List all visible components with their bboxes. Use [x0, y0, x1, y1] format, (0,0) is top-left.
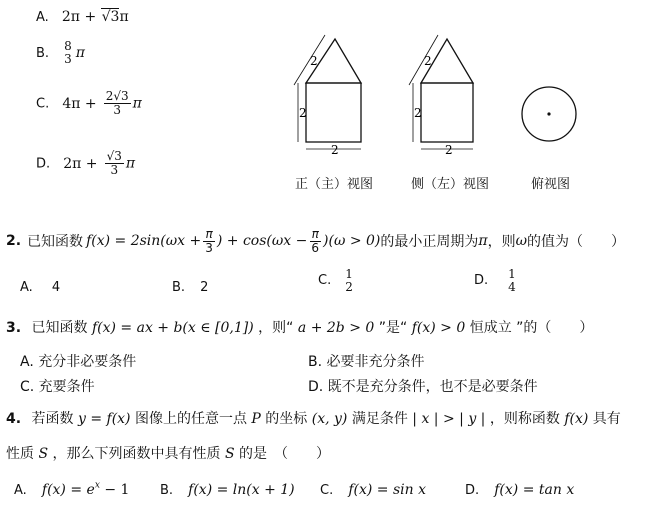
- question-text: 的值为（ ）: [527, 234, 625, 251]
- question-text: 若函数: [31, 411, 74, 427]
- denominator: 2: [345, 279, 353, 294]
- math-symbol: P: [251, 411, 261, 427]
- front-width-label: 2: [331, 143, 339, 157]
- math-expr: f(x): [564, 411, 589, 427]
- fraction: [105, 150, 124, 176]
- question-number: 4.: [6, 411, 22, 427]
- denominator: 3: [64, 51, 72, 66]
- q3-option-d: D. 既不是充分条件，也不是必要条件: [308, 379, 538, 395]
- side-height-label: 2: [414, 106, 422, 120]
- numerator: π: [205, 227, 213, 241]
- option-label: B.: [36, 46, 50, 62]
- q2-option-d: [474, 268, 520, 293]
- question-text: 具有: [592, 411, 621, 427]
- option-label: D.: [36, 156, 51, 172]
- side-view-caption: 侧（左）视图: [411, 177, 490, 192]
- question-text: 已知函数: [27, 234, 84, 251]
- question-text: 图像上的任意一点: [134, 411, 247, 427]
- q4-option-c: [320, 479, 426, 498]
- front-view: [294, 35, 361, 149]
- math-expr: f(x) = sin x: [348, 482, 426, 498]
- expr-part: 2π +: [63, 155, 98, 172]
- option-value: 4: [51, 280, 61, 295]
- q3-option-b: B. 必要非充分条件: [308, 354, 425, 370]
- math-symbol: S: [224, 446, 235, 462]
- top-view-center: [547, 112, 550, 115]
- side-body: [421, 83, 473, 142]
- question-text: ，则称函数: [489, 411, 560, 427]
- math-expr: f(x) = tan x: [494, 482, 575, 498]
- question-4-line-2: [6, 443, 330, 463]
- option-label: D.: [474, 273, 489, 289]
- option-a-expr: [62, 9, 129, 25]
- three-view-figure: [280, 25, 600, 195]
- front-height-label: 2: [299, 106, 307, 120]
- question-text: ，则“: [258, 320, 294, 336]
- fraction: [203, 228, 215, 254]
- question-text: ，则: [487, 234, 516, 251]
- fraction: [309, 228, 321, 254]
- numerator: π: [311, 227, 319, 241]
- option-label: C.: [320, 483, 334, 498]
- math-expr: f(x) = ax + b(x ∈ [0,1]): [91, 320, 254, 336]
- math-expr: )(ω > 0): [323, 233, 381, 250]
- numerator: 1: [508, 267, 516, 281]
- q2-option-a: [20, 276, 60, 295]
- math-symbol: π: [478, 233, 488, 250]
- top-view-caption: 俯视图: [531, 177, 571, 192]
- front-body: [306, 83, 361, 142]
- question-text: ”是“: [378, 320, 408, 336]
- fraction: [343, 268, 355, 293]
- q1-option-b: [36, 40, 85, 65]
- q1-option-c: [36, 90, 142, 116]
- expr-part: π: [132, 95, 142, 112]
- denominator: 3: [205, 240, 213, 255]
- q4-option-d: [465, 479, 574, 498]
- question-text: 恒成立 ”的（ ）: [469, 320, 594, 336]
- numerator: √3: [106, 149, 122, 163]
- fraction: [506, 268, 518, 293]
- option-value: 2: [200, 280, 209, 295]
- front-view-caption: 正（主）视图: [295, 177, 374, 192]
- question-number: 3.: [6, 320, 22, 336]
- option-label: B.: [172, 280, 186, 295]
- expr-part: π: [75, 45, 85, 62]
- question-text: 的坐标: [265, 411, 308, 427]
- denominator: 3: [113, 102, 121, 117]
- math-expr: f(x) = e: [41, 482, 95, 498]
- front-edge-label: 2: [310, 54, 318, 68]
- math-expr: (x, y): [311, 411, 348, 427]
- question-text: 的最小正周期为: [380, 234, 479, 251]
- denominator: 3: [110, 162, 119, 177]
- option-label: C.: [36, 96, 50, 112]
- math-symbol: ω: [515, 233, 527, 250]
- math-expr: f(x) = ln(x + 1): [188, 482, 295, 498]
- q4-option-a: [14, 479, 129, 498]
- math-expr: y = f(x): [77, 411, 131, 427]
- option-label: B.: [160, 483, 174, 498]
- side-width-label: 2: [445, 143, 453, 157]
- q4-option-b: [160, 479, 295, 498]
- side-edge-label: 2: [424, 54, 432, 68]
- question-4-line-1: [6, 408, 621, 428]
- fraction: [62, 40, 74, 65]
- denominator: 6: [311, 240, 320, 255]
- option-label: D.: [465, 483, 480, 498]
- math-symbol: S: [38, 446, 49, 462]
- question-3: [6, 317, 593, 337]
- option-label: A.: [14, 483, 27, 498]
- math-expr: f(x) = 2sin(ωx +: [86, 233, 202, 250]
- option-label: C.: [318, 273, 332, 289]
- q2-option-b: [172, 276, 208, 295]
- question-text: 已知函数: [31, 320, 88, 336]
- numerator: 8: [64, 39, 72, 53]
- question-text: ，那么下列函数中具有性质: [52, 446, 221, 462]
- option-label: A.: [20, 280, 33, 295]
- question-text: 满足条件: [351, 411, 408, 427]
- expr-part: 2π +: [61, 9, 97, 25]
- math-expr: a + 2b > 0: [297, 320, 375, 336]
- question-text: 的是 （ ）: [239, 446, 330, 462]
- side-view: [409, 35, 473, 149]
- q3-option-a: A. 充分非必要条件: [20, 354, 137, 370]
- numerator: 2√3: [105, 89, 129, 103]
- sqrt-term: √3: [101, 9, 120, 25]
- q1-option-d: [36, 150, 135, 176]
- math-expr: | x | > | y |: [412, 411, 486, 427]
- option-label: A.: [36, 10, 49, 25]
- question-text: 性质: [6, 446, 34, 462]
- q3-option-c: C. 充要条件: [20, 379, 95, 395]
- question-2: [6, 228, 625, 254]
- numerator: 1: [345, 267, 353, 281]
- expr-part: π: [125, 155, 136, 172]
- top-view: [522, 87, 576, 141]
- math-expr: ) + cos(ωx −: [216, 233, 308, 250]
- expr-part: 4π +: [62, 95, 97, 112]
- math-expr: − 1: [99, 482, 130, 498]
- q1-option-a: [36, 6, 129, 25]
- fraction: [104, 90, 131, 116]
- question-number: 2.: [6, 233, 22, 250]
- math-expr: f(x) > 0: [411, 320, 466, 336]
- q2-option-c: [318, 268, 357, 293]
- expr-part: π: [119, 9, 129, 25]
- denominator: 4: [508, 279, 516, 294]
- superscript: x: [94, 480, 100, 491]
